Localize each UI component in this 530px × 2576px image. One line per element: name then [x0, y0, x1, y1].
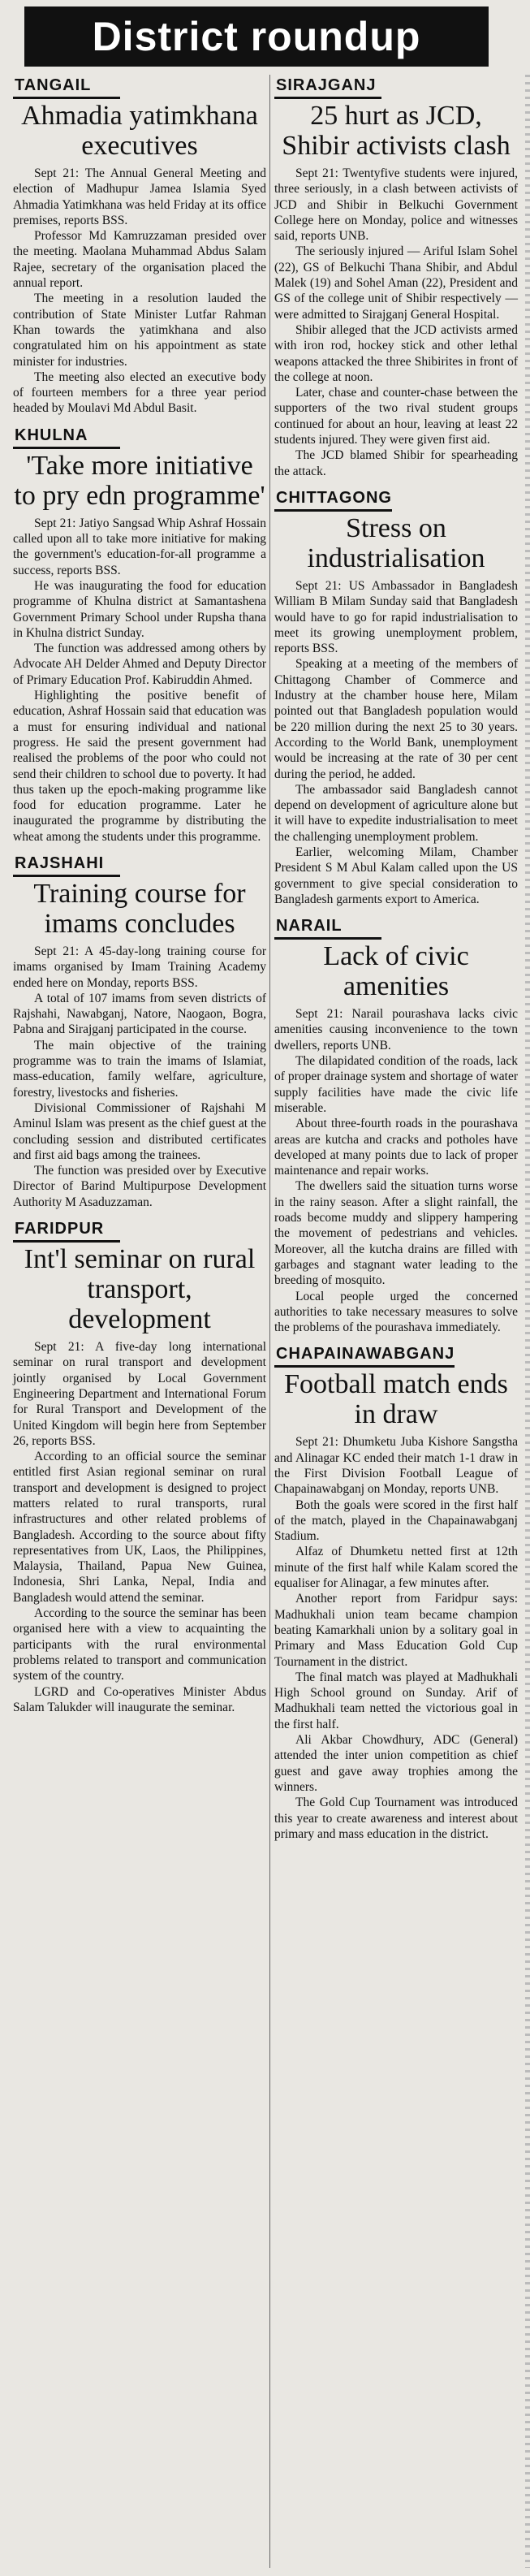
article-paragraph: Sept 21: Twentyfive students were injured, three seriously, in a clash between activists of JCD and Shibir in Belkuchi Government College here on Monday, police and witnesses said, reports UNB. — [274, 166, 518, 244]
article-headline: Lack of civic amenities — [323, 941, 469, 1002]
article-body — [274, 1434, 518, 1842]
news-article — [274, 487, 518, 907]
article-paragraph: The dwellers said the situation turns worse in the rainy season. After a slight rainfall, the roads become muddy and slippery hampering the movement of pedestrians and vehicles. Moreover, all the kutcha drains are filled with garbages and stagnant water leading to the breeding of mosquito. — [274, 1179, 518, 1288]
article-paragraph: He was inaugurating the food for education programme of Khulna district at Samantashena Government Primary School under Rupsha thana in Khulna district Sunday. — [13, 578, 266, 640]
article-body — [274, 1006, 518, 1335]
article-dateline: TANGAIL — [13, 75, 120, 99]
article-body — [13, 166, 266, 417]
article-headline: Football match ends in draw — [284, 1369, 508, 1430]
article-paragraph: Shibir alleged that the JCD activists armed with iron rod, hockey stick and other lethal weapons attacked the three Shibirites in front of the college at noon. — [274, 322, 518, 384]
article-paragraph: LGRD and Co-operatives Minister Abdus Salam Talukder will inaugurate the seminar. — [13, 1684, 266, 1714]
article-paragraph: Another report from Faridpur says: Madhukhali union team became champion beating Kamarkhali union by a solitary goal in Primary and Mass Education Gold Cup Tournament in the district. — [274, 1592, 518, 1669]
news-article — [274, 915, 518, 1335]
article-dateline: CHITTAGONG — [274, 487, 392, 512]
news-article — [13, 853, 266, 1210]
article-dateline: NARAIL — [274, 915, 381, 940]
left-column — [13, 75, 266, 1723]
news-article — [13, 1218, 266, 1715]
article-paragraph: According to the source the seminar has been organised here with a view to acquainting the participants with the rural environmental problems related to transport and communication system of the country. — [13, 1606, 266, 1683]
article-body — [13, 516, 266, 845]
article-paragraph: Sept 21: Jatiyo Sangsad Whip Ashraf Hossain called upon all to take more initiative for making the government's education-for-all programme a success, reports BSS. — [13, 516, 266, 577]
article-paragraph: Both the goals were scored in the first half of the match, played in the Chapainawabganj Stadium. — [274, 1498, 518, 1544]
article-headline: Training course for imams concludes — [33, 878, 246, 939]
article-paragraph: The seriously injured — Ariful Islam Sohel (22), GS of Belkuchi Thana Shibir, and Abdul Malek (19) and Sohel Aman (22), President and GS of the college unit of Shibir respectively — were admitted to Sirajganj General Hospital. — [274, 244, 518, 322]
article-body — [274, 578, 518, 907]
article-dateline: CHAPAINAWABGANJ — [274, 1343, 455, 1368]
article-paragraph: Sept 21: Narail pourashava lacks civic amenities causing inconvenience to the town dwellers, reports UNB. — [274, 1007, 518, 1052]
article-paragraph: Divisional Commissioner of Rajshahi M Aminul Islam was present as the chief guest at the concluding session and distributed certificates and first aid bags among the trainees. — [13, 1100, 266, 1162]
news-article — [274, 1343, 518, 1842]
article-paragraph: Alfaz of Dhumketu netted first at 12th minute of the first half while Kalam scored the equaliser for Alinagar, a few minutes after. — [274, 1545, 518, 1591]
banner-title: District roundup — [92, 14, 421, 59]
article-paragraph: Professor Md Kamruzzaman presided over the meeting. Maolana Muhammad Abdus Salam Rajee, secretary of the organisation placed the annual report. — [13, 229, 266, 291]
article-headline: 25 hurt as JCD, Shibir activists clash — [282, 101, 511, 161]
article-body — [274, 166, 518, 479]
article-paragraph: Sept 21: The Annual General Meeting and election of Madhupur Jamea Islamia Syed Ahmadia Yatimkhana was held Friday at its office premises, reports BSS. — [13, 166, 266, 227]
article-paragraph: Local people urged the concerned authorities to take necessary measures to solve the problems of the pourashava immediately. — [274, 1289, 518, 1335]
section-banner — [24, 6, 489, 67]
article-paragraph: A total of 107 imams from seven districts of Rajshahi, Nawabganj, Natore, Naogaon, Bogra, Pabna and Sirajganj participated in the course. — [13, 991, 266, 1037]
article-paragraph: Sept 21: US Ambassador in Bangladesh William B Milam Sunday said that Bangladesh would have to go for rapid industrialisation to meet its growing unemployment problem, reports BSS. — [274, 578, 518, 656]
right-column — [274, 75, 518, 1850]
article-paragraph: Sept 21: A five-day long international seminar on rural transport and development jointly organised by Local Government Engineering Department and International Forum for Rural Transport and Development of the United Kingdom will begin here from September 26, reports BSS. — [13, 1340, 266, 1448]
article-paragraph: Earlier, welcoming Milam, Chamber President S M Abul Kalam called upon the US government to give special consideration to Bangladesh garments export to America. — [274, 845, 518, 906]
article-dateline: RAJSHAHI — [13, 853, 120, 877]
article-body — [13, 944, 266, 1210]
news-article — [13, 75, 266, 417]
article-dateline: KHULNA — [13, 425, 120, 449]
article-dateline: FARIDPUR — [13, 1218, 120, 1243]
article-paragraph: The ambassador said Bangladesh cannot depend on development of agriculture alone but it will have to expedite industrialisation to meet the challenging unemployment problem. — [274, 782, 518, 844]
article-paragraph: Sept 21: A 45-day-long training course for imams organised by Imam Training Academy ended here on Monday, reports BSS. — [13, 944, 266, 990]
article-paragraph: The function was addressed among others by Advocate AH Delder Ahmed and Deputy Director of Primary Education Prof. Kabiruddin Ahmed. — [13, 642, 266, 687]
news-article — [274, 75, 518, 479]
article-paragraph: The final match was played at Madhukhali High School ground on Sunday. Arif of Madhukhali team netted the victorious goal in the first half. — [274, 1670, 518, 1731]
article-headline: Ahmadia yatimkhana executives — [21, 101, 258, 161]
article-paragraph: Highlighting the positive benefit of education, Ashraf Hossain said that education was a must for ensuring individual and national progress. He said the present government had realised the problems of the poor who could not send their children to school due to poverty. It had thus taken up the epoch-making programme like food for education programme. Later he inaugurated the programme by distributing the wheat among the students under this programme. — [13, 689, 266, 844]
article-paragraph: Speaking at a meeting of the members of Chittagong Chamber of Commerce and Industry at the chamber house here, Milam pointed out that Bangladesh population would be 220 million during the next 25 to 30 years. According to the World Bank, unemployment would be increasing at the rate of 30 per cent during the period, he added. — [274, 657, 518, 781]
column-divider — [269, 75, 270, 2568]
article-dateline: SIRAJGANJ — [274, 75, 381, 99]
article-paragraph: Sept 21: Dhumketu Juba Kishore Sangstha and Alinagar KC ended their match 1-1 draw in the First Division Football League of Chapainawabganj on Monday, reports UNB. — [274, 1435, 518, 1497]
article-headline: Int'l seminar on rural transport, development — [24, 1244, 256, 1335]
article-paragraph: About three-fourth roads in the pourashava areas are kutcha and cracks and potholes have developed at many points due to lack of proper maintenance and repair works. — [274, 1117, 518, 1178]
article-paragraph: The dilapidated condition of the roads, lack of proper drainage system and shortage of water supply facilities have made the civic life miserable. — [274, 1054, 518, 1115]
article-paragraph: The Gold Cup Tournament was introduced this year to create awareness and interest about primary and mass education in the district. — [274, 1796, 518, 1841]
article-paragraph: The function was presided over by Executive Director of Barind Multipurpose Development Authority M Asaduzzaman. — [13, 1164, 266, 1209]
article-paragraph: The main objective of the training programme was to train the imams of Islamiat, mass-education, family welfare, agriculture, forestry, livestocks and fisheries. — [13, 1038, 266, 1100]
adjacent-page-edge — [525, 75, 530, 2568]
article-body — [13, 1339, 266, 1715]
article-paragraph: The meeting in a resolution lauded the contribution of State Minister Lutfar Rahman Khan towards the yatimkhana and also congratulated him on his appointment as state minister for industries. — [13, 292, 266, 369]
news-article — [13, 425, 266, 845]
article-headline: Stress on industrialisation — [307, 512, 485, 573]
article-paragraph: Ali Akbar Chowdhury, ADC (General) attended the inter union competition as chief guest and gave away trophies among the winners. — [274, 1733, 518, 1794]
article-paragraph: The JCD blamed Shibir for spearheading the attack. — [274, 448, 518, 478]
article-headline: 'Take more initiative to pry edn programme' — [14, 450, 265, 511]
article-paragraph: According to an official source the seminar entitled first Asian regional seminar on rural transport and development is designed to project matters related to rural transports, rural infrastructures and other related problems of Bangladesh. According to the source about fifty representatives from UK, Laos, the Philippines, Malaysia, Thailand, Papua New Guinea, Indonesia, Shri Lanka, Nepal, India and Bangladesh would attend the seminar. — [13, 1450, 266, 1605]
article-paragraph: Later, chase and counter-chase between the supporters of the two rival student groups continued for about an hour, leaving at least 22 students injured. They were given first aid. — [274, 386, 518, 447]
article-paragraph: The meeting also elected an executive body of fourteen members for a three year period headed by Moulavi Md Abdul Basit. — [13, 370, 266, 416]
